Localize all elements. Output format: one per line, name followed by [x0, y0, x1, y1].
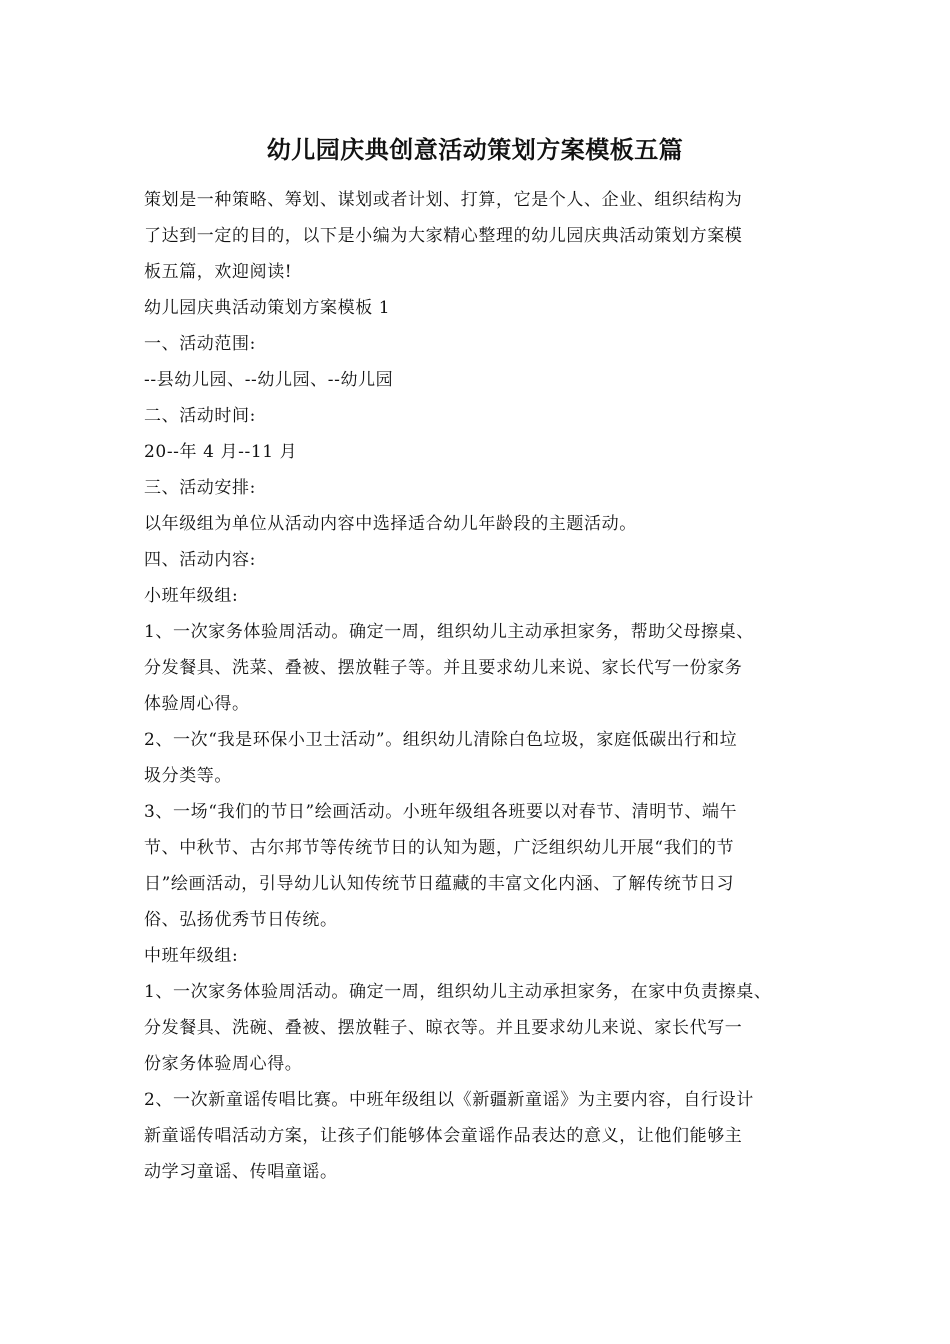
group-heading: 中班年级组: [144, 946, 239, 966]
text-line: 2、一次“我是环保小卫士活动”。组织幼儿清除白色垃圾，家庭低碳出行和垃 [144, 730, 738, 750]
text-line: 策划是一种策略、筹划、谋划或者计划、打算，它是个人、企业、组织结构为 [144, 190, 743, 210]
text-line: 份家务体验周心得。 [144, 1054, 303, 1074]
document-body [144, 182, 808, 1190]
text-line: 体验周心得。 [144, 694, 250, 714]
text-line: 圾分类等。 [144, 766, 232, 786]
subheading: 四、活动内容: [144, 550, 256, 570]
text-line: 20--年 4 月--11 月 [144, 442, 298, 462]
text-line: --县幼儿园、--幼儿园、--幼儿园 [144, 370, 394, 390]
text-line: 动学习童谣、传唱童谣。 [144, 1162, 338, 1182]
text-line: 日”绘画活动，引导幼儿认知传统节日蕴藏的丰富文化内涵、了解传统节日习 [144, 874, 735, 894]
text-line: 分发餐具、洗菜、叠被、摆放鞋子等。并且要求幼儿来说、家长代写一份家务 [144, 658, 743, 678]
text-line: 分发餐具、洗碗、叠被、摆放鞋子、晾衣等。并且要求幼儿来说、家长代写一 [144, 1018, 743, 1038]
group-heading: 小班年级组: [144, 586, 239, 606]
text-line: 1、一次家务体验周活动。确定一周，组织幼儿主动承担家务，帮助父母擦桌、 [144, 622, 754, 642]
text-line: 俗、弘扬优秀节日传统。 [144, 910, 338, 930]
subheading: 一、活动范围: [144, 334, 256, 354]
text-line: 2、一次新童谣传唱比赛。中班年级组以《新疆新童谣》为主要内容，自行设计 [144, 1090, 754, 1110]
text-line: 新童谣传唱活动方案，让孩子们能够体会童谣作品表达的意义，让他们能够主 [144, 1126, 743, 1146]
subheading: 二、活动时间: [144, 406, 256, 426]
section-heading: 幼儿园庆典活动策划方案模板 1 [144, 298, 391, 318]
text-line: 3、一场“我们的节日”绘画活动。小班年级组各班要以对春节、清明节、端午 [144, 802, 738, 822]
document-title: 幼儿园庆典创意活动策划方案模板五篇 [266, 135, 684, 164]
text-line: 板五篇，欢迎阅读! [144, 262, 293, 282]
subheading: 三、活动安排: [144, 478, 256, 498]
text-line: 节、中秋节、古尔邦节等传统节日的认知为题，广泛组织幼儿开展“我们的节 [144, 838, 735, 858]
text-line: 了达到一定的目的，以下是小编为大家精心整理的幼儿园庆典活动策划方案模 [144, 226, 743, 246]
text-line: 以年级组为单位从活动内容中选择适合幼儿年龄段的主题活动。 [144, 514, 637, 534]
text-line: 1、一次家务体验周活动。确定一周，组织幼儿主动承担家务，在家中负责擦桌、 [144, 982, 772, 1002]
